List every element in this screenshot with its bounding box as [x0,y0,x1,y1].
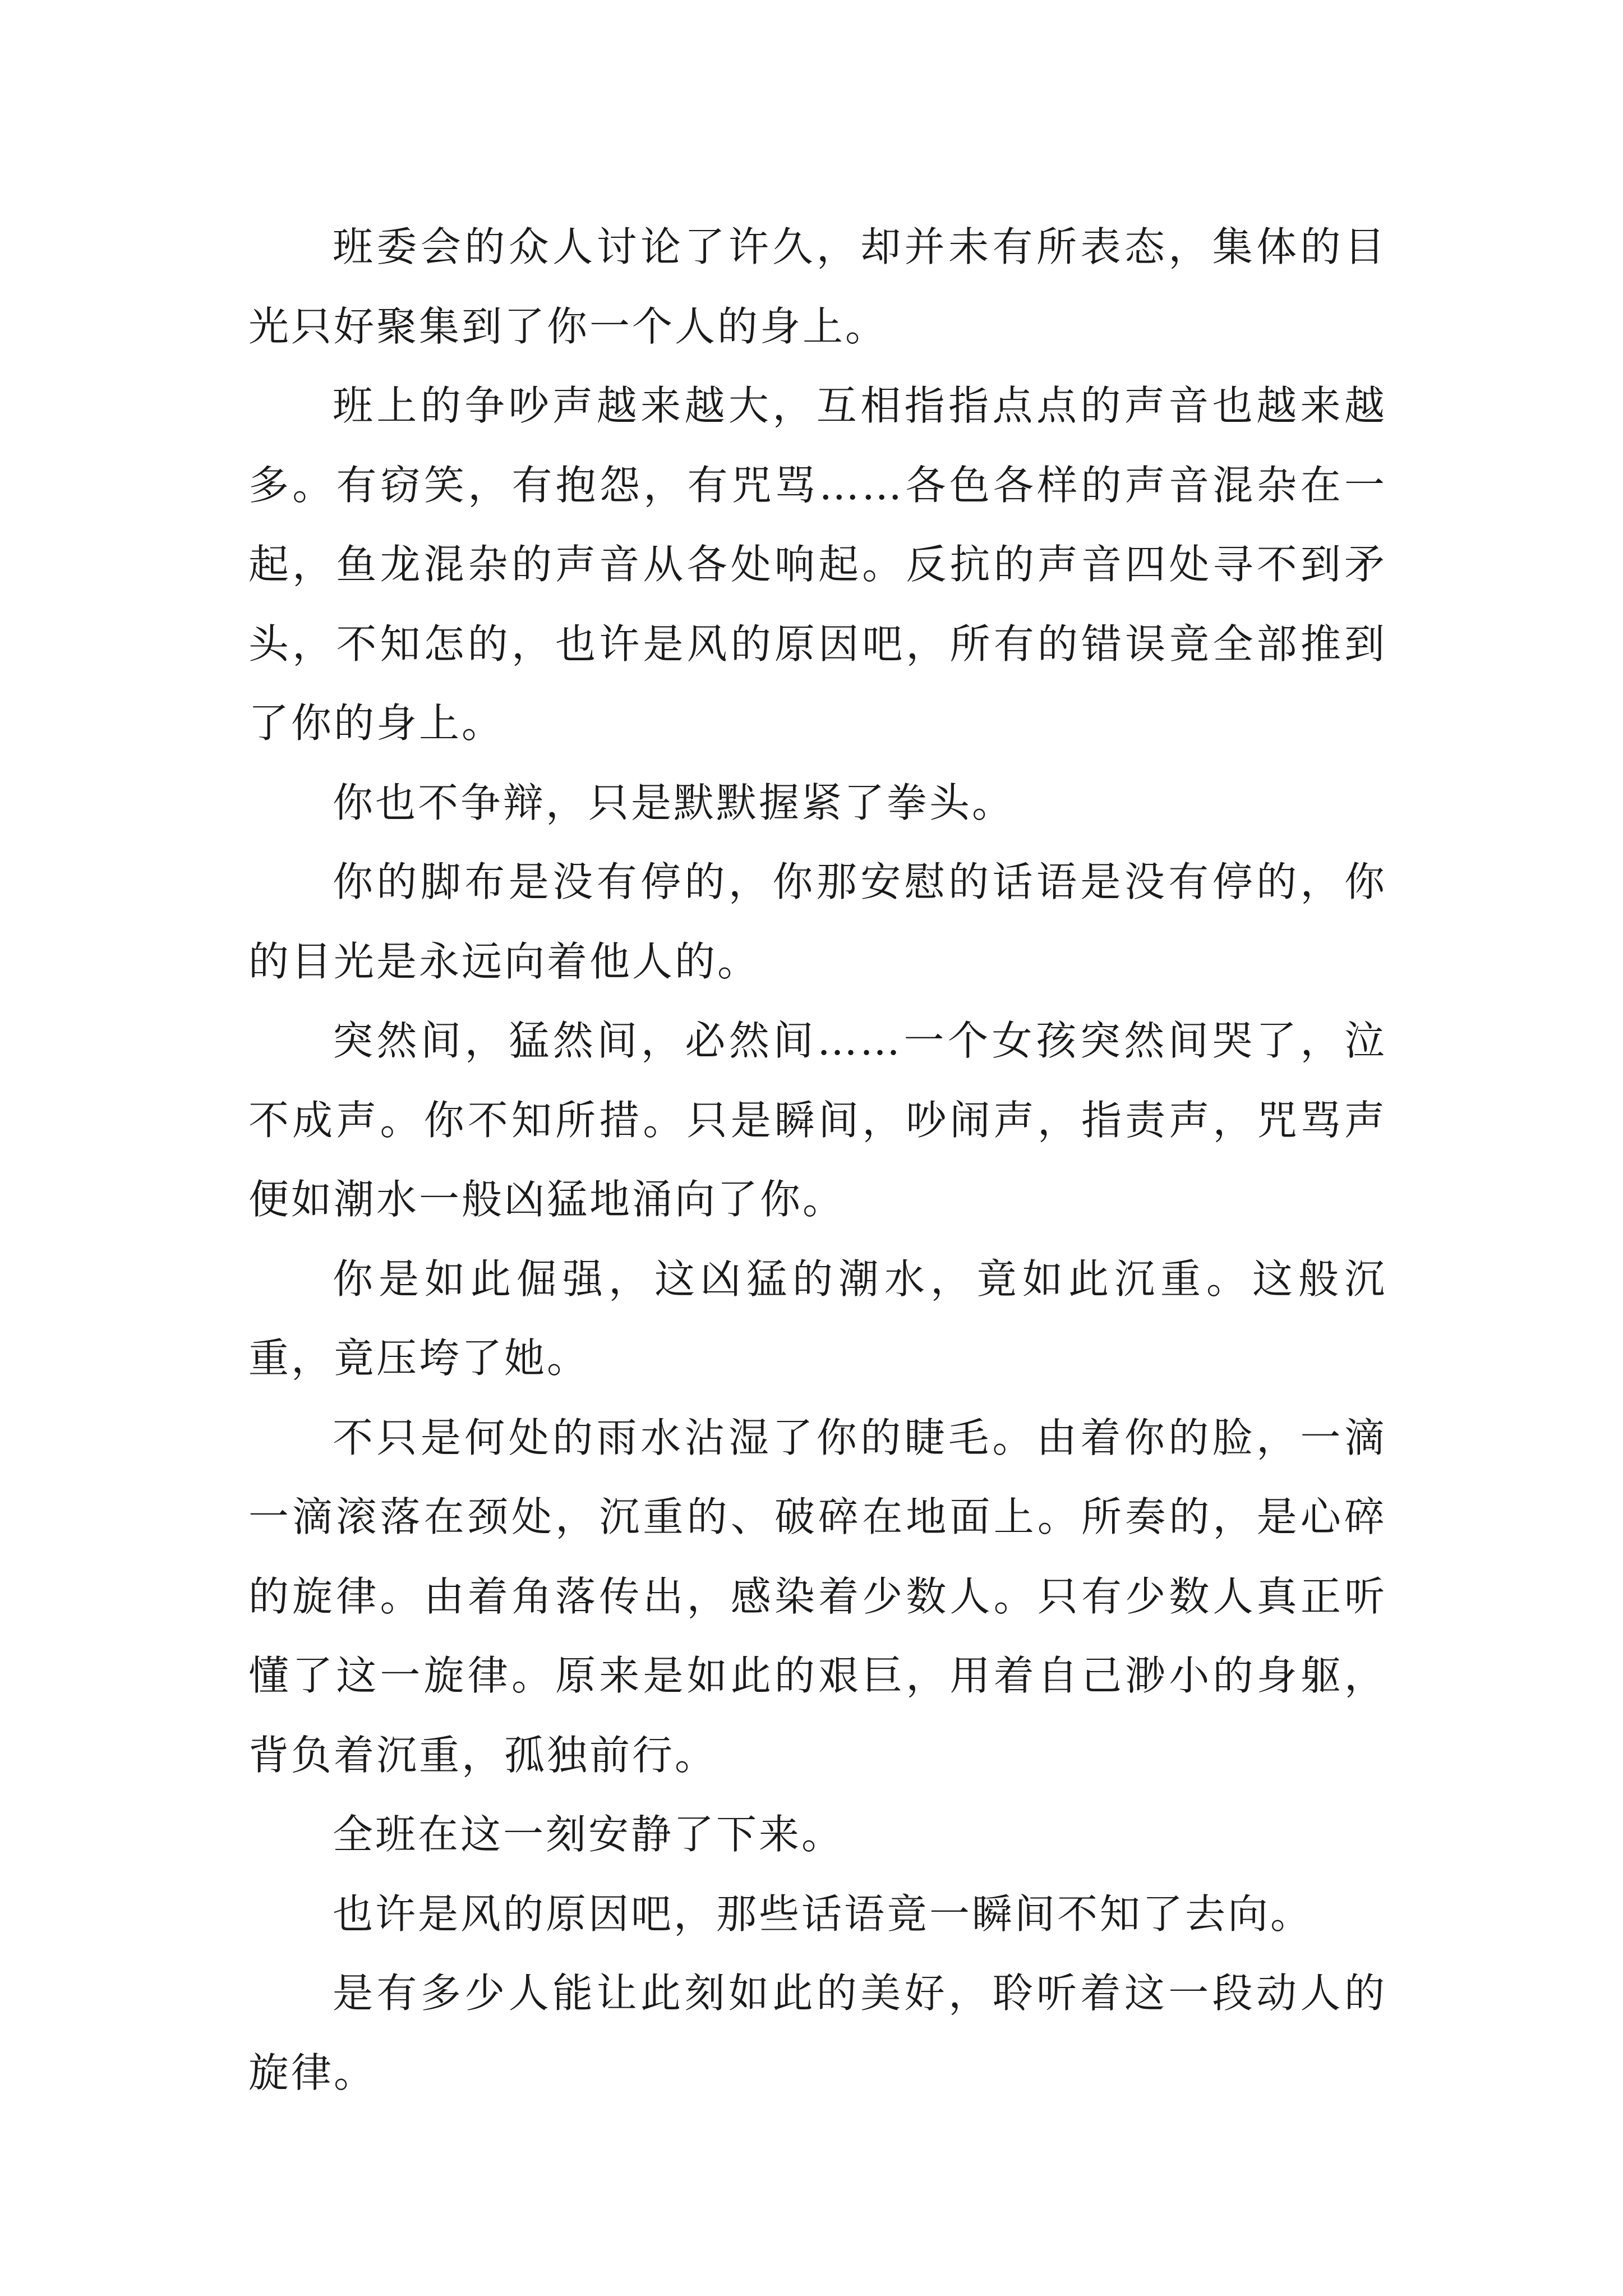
paragraph: 你也不争辩，只是默默握紧了拳头。 [333,779,1015,826]
paragraph: 你的脚布是没有停的，你那安慰的话语是没有停的，你的目光是永远向着他人的。 [248,858,1387,985]
paragraph: 班委会的众人讨论了许久，却并未有所表态，集体的目光只好聚集到了你一个人的身上。 [248,223,1387,350]
document-body [248,208,1387,2113]
paragraph: 你是如此倔强，这凶猛的潮水，竟如此沉重。这般沉重，竟压垮了她。 [248,1255,1387,1382]
paragraph: 突然间，猛然间，必然间……一个女孩突然间哭了，泣不成声。你不知所措。只是瞬间，吵闹声，指责声，咒骂声便如潮水一般凶猛地涌向了你。 [248,1017,1387,1223]
paragraph: 班上的争吵声越来越大，互相指指点点的声音也越来越多。有窃笑，有抱怨，有咒骂……各色各样的声音混杂在一起，鱼龙混杂的声音从各处响起。反抗的声音四处寻不到矛头，不知怎的，也许是风的原因吧，所有的错误竟全部推到了你的身上。 [248,382,1387,747]
paragraph: 全班在这一刻安静了下来。 [333,1811,845,1858]
paragraph: 不只是何处的雨水沾湿了你的睫毛。由着你的脸，一滴一滴滚落在颈处，沉重的、破碎在地面上。所奏的，是心碎的旋律。由着角落传出，感染着少数人。只有少数人真正听懂了这一旋律。原来是如此的艰巨，用着自己渺小的身躯，背负着沉重，孤独前行。 [248,1414,1387,1779]
paragraph: 也许是风的原因吧，那些话语竟一瞬间不知了去向。 [333,1890,1313,1938]
paragraph: 是有多少人能让此刻如此的美好，聆听着这一段动人的旋律。 [248,1970,1387,2096]
